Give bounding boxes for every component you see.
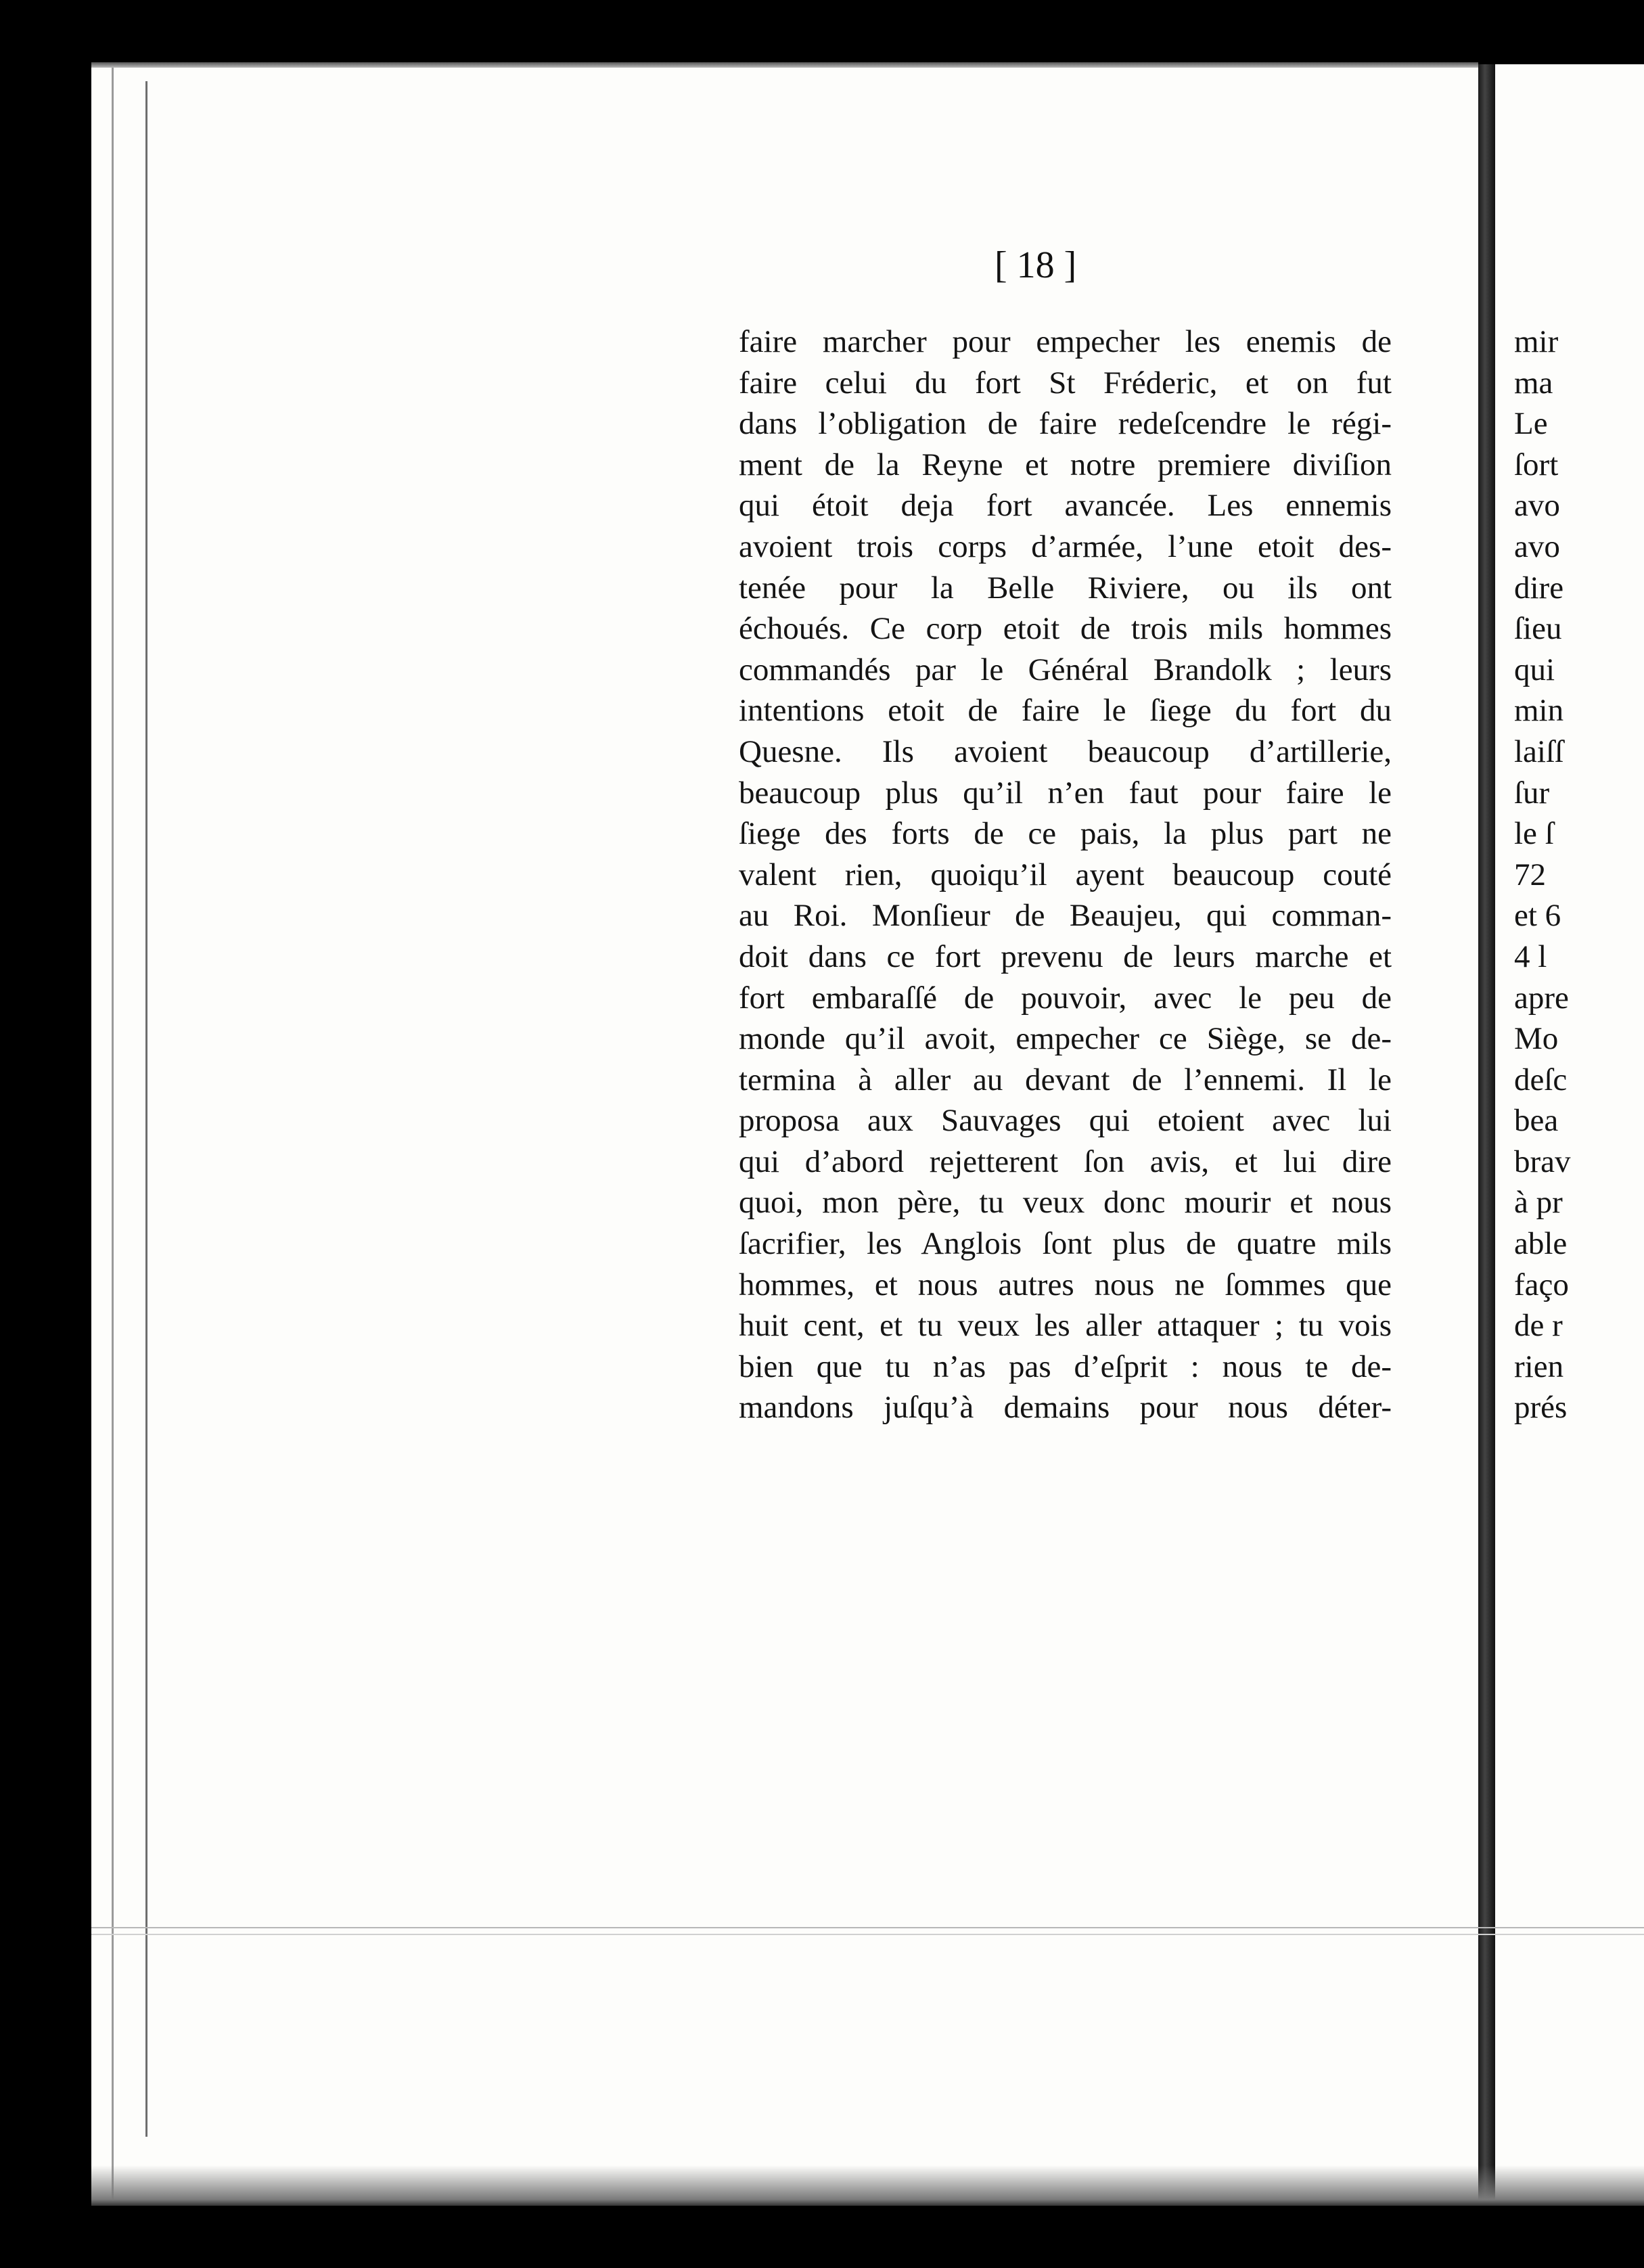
- text-line: mandons juſqu’à demains pour nous déter-: [739, 1390, 1392, 1426]
- text-line: Quesne. Ils avoient beaucoup d’artillerie,: [739, 733, 1392, 769]
- text-line: monde qu’il avoit, empecher ce Siège, se de-: [739, 1021, 1392, 1057]
- facing-text-line: apre: [1514, 980, 1569, 1016]
- page-top-edge: [91, 62, 1478, 68]
- facing-text-line: laiſſ: [1514, 733, 1564, 769]
- text-line: tenée pour la Belle Riviere, ou ils ont: [739, 570, 1392, 606]
- text-line: qui d’abord rejetterent ſon avis, et lui dire: [739, 1143, 1392, 1179]
- text-line: beaucoup plus qu’il n’en faut pour faire le: [739, 775, 1392, 811]
- text-line: dans l’obligation de faire redeſcendre le régi-: [739, 406, 1392, 442]
- book-gutter: [1478, 64, 1495, 2206]
- facing-text-line: avo: [1514, 488, 1560, 524]
- text-line: commandés par le Général Brandolk ; leurs: [739, 652, 1392, 687]
- facing-text-line: prés: [1514, 1390, 1568, 1426]
- text-line: au Roi. Monſieur de Beaujeu, qui comman-: [739, 898, 1392, 934]
- page-bottom-shadow: [91, 2165, 1644, 2206]
- text-line: faire celui du fort St Fréderic, et on fut: [739, 365, 1392, 401]
- facing-text-line: de r: [1514, 1308, 1563, 1344]
- facing-text-line: avo: [1514, 528, 1560, 564]
- body-text: [739, 321, 1392, 1428]
- facing-text-line: à pr: [1514, 1185, 1563, 1221]
- facing-text-line: faço: [1514, 1267, 1569, 1302]
- text-line: doit dans ce fort prevenu de leurs marche et: [739, 938, 1392, 974]
- facing-text-line: bea: [1514, 1103, 1559, 1139]
- fold-line: [91, 1927, 1644, 1928]
- facing-text-line: le ſ: [1514, 816, 1554, 852]
- text-line: faire marcher pour empecher les enemis de: [739, 324, 1392, 359]
- page-number: [ 18 ]: [995, 244, 1077, 286]
- facing-text-line: deſc: [1514, 1062, 1568, 1097]
- text-line: ſacrifier, les Anglois ſont plus de quatre mils: [739, 1226, 1392, 1262]
- facing-text-line: 72: [1514, 857, 1546, 892]
- facing-text-line: 4 l: [1514, 938, 1547, 974]
- text-line: bien que tu n’as pas d’eſprit : nous te de-: [739, 1348, 1392, 1384]
- facing-text-line: brav: [1514, 1143, 1571, 1179]
- text-line: qui étoit deja fort avancée. Les ennemis: [739, 488, 1392, 524]
- facing-text-line: mir: [1514, 324, 1559, 359]
- text-line: quoi, mon père, tu veux donc mourir et nous: [739, 1185, 1392, 1221]
- text-line: ſiege des forts de ce pais, la plus part ne: [739, 816, 1392, 852]
- facing-text-line: dire: [1514, 570, 1564, 606]
- text-line: avoient trois corps d’armée, l’une etoit des-: [739, 528, 1392, 564]
- facing-text-line: ma: [1514, 365, 1553, 401]
- text-line: proposa aux Sauvages qui etoient avec lui: [739, 1103, 1392, 1139]
- facing-text-line: Mo: [1514, 1021, 1559, 1057]
- facing-text-line: ſort: [1514, 447, 1559, 482]
- text-line: fort embaraſſé de pouvoir, avec le peu de: [739, 980, 1392, 1016]
- facing-text-line: qui: [1514, 652, 1555, 687]
- facing-text-line: ſieu: [1514, 611, 1562, 647]
- facing-text-line: Le: [1514, 406, 1548, 442]
- text-line: ment de la Reyne et notre premiere diviſion: [739, 447, 1392, 482]
- fold-line-secondary: [91, 1934, 1644, 1935]
- text-line: valent rien, quoiqu’il ayent beaucoup couté: [739, 857, 1392, 892]
- facing-text-line: min: [1514, 693, 1564, 729]
- text-line: intentions etoit de faire le ſiege du fort du: [739, 693, 1392, 729]
- facing-text-line: rien: [1514, 1348, 1564, 1384]
- text-line: huit cent, et tu veux les aller attaquer ; tu vois: [739, 1308, 1392, 1344]
- facing-text-line: et 6: [1514, 898, 1561, 934]
- facing-page-text: [1514, 321, 1644, 1428]
- text-line: termina à aller au devant de l’ennemi. Il le: [739, 1062, 1392, 1097]
- text-line: échoués. Ce corp etoit de trois mils hommes: [739, 611, 1392, 647]
- text-line: hommes, et nous autres nous ne ſommes que: [739, 1267, 1392, 1302]
- facing-text-line: ſur: [1514, 775, 1550, 811]
- facing-text-line: able: [1514, 1226, 1568, 1262]
